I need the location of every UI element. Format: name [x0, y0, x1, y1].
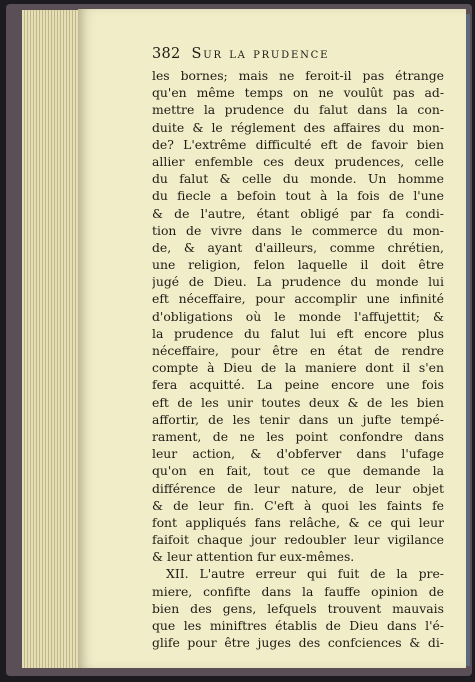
text-line: différence de leur nature, de leur objet [152, 480, 444, 496]
text-line: qu'on en fait, tout ce que demande la [152, 463, 444, 479]
text-line: miere, confifte dans la fauffe opinion de [152, 583, 444, 599]
running-header [152, 46, 442, 62]
text-line: d'obligations où le monde l'affujettit; & [152, 308, 444, 324]
text-line: une religion, felon laquelle il doit être [152, 257, 444, 273]
text-line: la prudence du falut lui eft encore plus [152, 325, 444, 341]
page-number: 382 [152, 46, 181, 62]
text-line: font appliqués fans relâche, & ce qui leur [152, 514, 444, 530]
text-line: de? L'extrême difficulté eft de favoir bien [152, 136, 444, 152]
text-line: & de l'autre, étant obligé par fa condi- [152, 205, 444, 221]
text-line: eft de les unir toutes deux & de les bien [152, 394, 444, 410]
paragraph-start-line: XII. L'autre erreur qui fuit de la pre- [166, 566, 444, 582]
text-line: bien des gens, lefquels trouvent mauvais [152, 600, 444, 616]
text-line: tion de vivre dans le commerce du mon- [152, 222, 444, 238]
text-line: mettre la prudence du falut dans la con- [152, 102, 444, 118]
body-text [152, 67, 444, 651]
text-line: les bornes; mais ne feroit-il pas étrange [152, 68, 444, 83]
text-line: eft néceffaire, pour accomplir une infinité [152, 291, 444, 307]
text-line: compte à Dieu de la maniere dont il s'en [152, 360, 444, 376]
running-title: Sur la prudence [191, 46, 330, 62]
text-line: duite & le réglement des affaires du mon- [152, 119, 444, 135]
text-line: rament, de ne les point confondre dans [152, 428, 444, 444]
text-line: fera acquitté. La peine encore une fois [152, 377, 444, 393]
text-line: & de leur fin. C'eft à quoi les faints fe [152, 497, 444, 513]
text-line: jugé de Dieu. La prudence du monde lui [152, 274, 444, 290]
text-line: du falut & celle du monde. Un homme [152, 171, 444, 187]
text-line: affortir, de les tenir dans un jufte tempé- [152, 411, 444, 427]
text-line: de, & ayant d'ailleurs, comme chrétien, [152, 239, 444, 255]
text-line: glife pour être juges des confciences & di- [152, 635, 444, 651]
text-line: allier enfemble ces deux prudences, celle [152, 153, 444, 169]
text-line: néceffaire, pour être en état de rendre [152, 343, 444, 358]
text-line: du fiecle a befoin tout à la fois de l'une [152, 188, 444, 204]
text-line: faifoit chaque jour redoubler leur vigilance [152, 532, 444, 548]
text-line: & leur attention fur eux-mêmes. [152, 549, 355, 565]
text-line: que les miniftres établis de Dieu dans l'é- [152, 618, 444, 633]
text-line: leur action, & d'obferver dans l'ufage [152, 446, 444, 462]
page-edges [22, 10, 84, 668]
text-line: qu'en même temps on ne voulût pas ad- [152, 85, 444, 101]
